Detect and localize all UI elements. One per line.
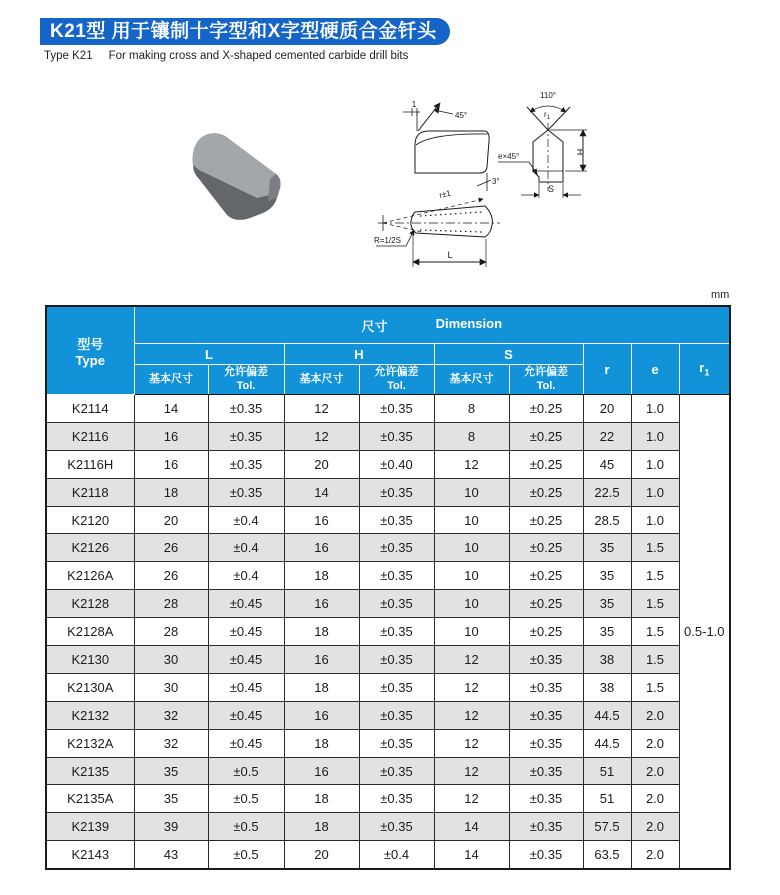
header-col-S: S	[434, 344, 583, 365]
header-col-r1-sub: 1	[704, 367, 710, 378]
cell-S-tol: ±0.25	[509, 618, 583, 646]
table-row	[46, 422, 730, 450]
cell-S-tol: ±0.35	[509, 813, 583, 841]
cell-H: 16	[284, 590, 359, 618]
table-row	[46, 450, 730, 478]
cell-S-tol: ±0.35	[509, 729, 583, 757]
cell-H: 16	[284, 757, 359, 785]
table-row	[46, 395, 730, 423]
tip-radius-base: r	[544, 110, 547, 119]
table-row	[46, 841, 730, 869]
header-H-tol-cn: 允许偏差	[374, 365, 419, 378]
cell-H: 18	[284, 618, 359, 646]
cell-type: K2116	[46, 422, 134, 450]
cell-type: K2128A	[46, 618, 134, 646]
cell-e: 1.5	[631, 534, 679, 562]
table-row	[46, 590, 730, 618]
cell-type: K2135	[46, 757, 134, 785]
cell-r: 22.5	[583, 478, 631, 506]
cell-L: 32	[134, 729, 208, 757]
cell-e: 1.5	[631, 590, 679, 618]
cell-e: 1.0	[631, 450, 679, 478]
cell-H-tol: ±0.35	[359, 729, 434, 757]
cell-H-tol: ±0.35	[359, 534, 434, 562]
front-view-drawing	[498, 91, 587, 198]
cell-H: 16	[284, 646, 359, 674]
cell-H: 16	[284, 506, 359, 534]
cell-L: 26	[134, 534, 208, 562]
page-subtitle	[44, 50, 408, 62]
radius-label: R=1/2S	[374, 236, 401, 245]
header-type	[46, 306, 134, 395]
cell-H: 14	[284, 478, 359, 506]
cell-S: 10	[434, 506, 509, 534]
cell-H: 16	[284, 701, 359, 729]
cell-r: 51	[583, 757, 631, 785]
tip-radius-sub: 1	[546, 115, 551, 121]
header-col-r1	[679, 344, 730, 395]
top-view-drawing	[374, 188, 500, 267]
cell-type: K2126	[46, 534, 134, 562]
chamfer-label: e×45°	[498, 152, 520, 161]
header-L-tol-en: Tol.	[236, 379, 256, 392]
cell-H: 18	[284, 813, 359, 841]
cell-H-tol: ±0.35	[359, 813, 434, 841]
cell-e: 1.0	[631, 478, 679, 506]
cell-L: 16	[134, 422, 208, 450]
cell-S: 8	[434, 395, 509, 423]
cell-H: 18	[284, 673, 359, 701]
cell-H-tol: ±0.35	[359, 422, 434, 450]
cell-S-tol: ±0.25	[509, 562, 583, 590]
cell-e: 1.0	[631, 506, 679, 534]
header-dimension-cn: 尺寸	[361, 318, 388, 334]
width-dim-label: S	[547, 184, 555, 194]
cell-S-tol: ±0.35	[509, 646, 583, 674]
cell-type: K2114	[46, 395, 134, 423]
cell-r: 51	[583, 785, 631, 813]
cell-H: 20	[284, 450, 359, 478]
header-col-r: r	[583, 344, 631, 395]
cell-L: 35	[134, 785, 208, 813]
cell-S: 14	[434, 841, 509, 869]
cell-type: K2116H	[46, 450, 134, 478]
cell-e: 2.0	[631, 785, 679, 813]
cell-L: 14	[134, 395, 208, 423]
cell-L: 35	[134, 757, 208, 785]
cell-e: 1.5	[631, 562, 679, 590]
cell-S-tol: ±0.35	[509, 701, 583, 729]
cell-L-tol: ±0.4	[208, 562, 284, 590]
cell-L: 32	[134, 701, 208, 729]
cell-r: 35	[583, 590, 631, 618]
cell-H: 12	[284, 422, 359, 450]
spec-table	[45, 305, 731, 870]
header-H-tol-en: Tol.	[387, 379, 406, 392]
cell-S: 12	[434, 729, 509, 757]
cell-type: K2126A	[46, 562, 134, 590]
cell-S-tol: ±0.35	[509, 757, 583, 785]
cell-type: K2128	[46, 590, 134, 618]
edge-width-label: 1	[411, 100, 417, 109]
header-L-basic: 基本尺寸	[134, 365, 208, 395]
cell-L: 28	[134, 618, 208, 646]
header-row-lhs	[46, 344, 730, 365]
cell-r: 28.5	[583, 506, 631, 534]
cell-L-tol: ±0.5	[208, 841, 284, 869]
header-col-r1-base: r	[699, 360, 705, 376]
side-view-drawing	[403, 100, 500, 191]
cell-type: K2130A	[46, 673, 134, 701]
cell-H-tol: ±0.35	[359, 673, 434, 701]
cell-H-tol: ±0.4	[359, 841, 434, 869]
cell-type: K2132	[46, 701, 134, 729]
header-S-tol-cn: 允许偏差	[524, 365, 568, 378]
taper-label: r±1	[438, 188, 452, 200]
cell-S-tol: ±0.25	[509, 478, 583, 506]
table-row	[46, 729, 730, 757]
spec-table-wrap	[45, 305, 731, 870]
table-row	[46, 478, 730, 506]
cell-L-tol: ±0.5	[208, 785, 284, 813]
header-row-dimension	[46, 306, 730, 344]
cell-r: 38	[583, 646, 631, 674]
header-L-tol-cn: 允许偏差	[224, 365, 268, 378]
cell-L-tol: ±0.45	[208, 729, 284, 757]
cell-e: 2.0	[631, 701, 679, 729]
table-row	[46, 701, 730, 729]
header-H-basic: 基本尺寸	[284, 365, 359, 395]
cell-r: 57.5	[583, 813, 631, 841]
header-S-tol	[509, 365, 583, 395]
cell-type: K2118	[46, 478, 134, 506]
cell-e: 1.5	[631, 646, 679, 674]
header-S-tol-en: Tol.	[536, 379, 556, 392]
table-row	[46, 673, 730, 701]
cell-L-tol: ±0.5	[208, 813, 284, 841]
cell-L: 28	[134, 590, 208, 618]
cell-e: 1.5	[631, 618, 679, 646]
cell-H: 18	[284, 785, 359, 813]
cell-r: 45	[583, 450, 631, 478]
cell-S: 10	[434, 562, 509, 590]
cell-type: K2130	[46, 646, 134, 674]
cell-H-tol: ±0.35	[359, 562, 434, 590]
cell-S: 12	[434, 701, 509, 729]
cell-L-tol: ±0.45	[208, 646, 284, 674]
cell-L-tol: ±0.45	[208, 618, 284, 646]
cell-type: K2143	[46, 841, 134, 869]
cell-r1-range: 0.5-1.0	[679, 395, 730, 870]
cell-L-tol: ±0.35	[208, 422, 284, 450]
header-S-basic: 基本尺寸	[434, 365, 509, 395]
table-row	[46, 618, 730, 646]
header-type-cn: 型号	[77, 336, 104, 352]
cell-L-tol: ±0.4	[208, 506, 284, 534]
cell-S: 12	[434, 673, 509, 701]
cell-S: 10	[434, 478, 509, 506]
header-L-tol	[208, 365, 284, 395]
cell-H: 18	[284, 729, 359, 757]
subtitle-type: Type K21	[44, 50, 93, 62]
header-dimension	[134, 306, 730, 344]
header-H-tol	[359, 365, 434, 395]
cell-L: 39	[134, 813, 208, 841]
cell-r: 22	[583, 422, 631, 450]
cell-H-tol: ±0.35	[359, 701, 434, 729]
cell-r: 44.5	[583, 701, 631, 729]
header-col-e: e	[631, 344, 679, 395]
unit-label: mm	[711, 289, 730, 301]
cell-r: 35	[583, 534, 631, 562]
cell-L-tol: ±0.35	[208, 450, 284, 478]
cell-S-tol: ±0.25	[509, 395, 583, 423]
cell-H-tol: ±0.35	[359, 395, 434, 423]
spec-table-body	[46, 395, 730, 870]
cell-r: 44.5	[583, 729, 631, 757]
cell-type: K2120	[46, 506, 134, 534]
cell-S-tol: ±0.35	[509, 785, 583, 813]
cell-type: K2139	[46, 813, 134, 841]
table-row	[46, 562, 730, 590]
bevel-angle-label: 45°	[455, 111, 468, 120]
cell-L-tol: ±0.4	[208, 534, 284, 562]
cell-L-tol: ±0.35	[208, 478, 284, 506]
cell-type: K2135A	[46, 785, 134, 813]
cell-r: 38	[583, 673, 631, 701]
cell-H-tol: ±0.35	[359, 785, 434, 813]
table-row	[46, 757, 730, 785]
table-row	[46, 534, 730, 562]
tip-radius-label	[544, 110, 551, 121]
cell-S: 12	[434, 785, 509, 813]
cell-r: 35	[583, 618, 631, 646]
cell-L: 30	[134, 646, 208, 674]
header-type-en: Type	[75, 352, 105, 368]
cell-L: 18	[134, 478, 208, 506]
cell-S-tol: ±0.25	[509, 590, 583, 618]
cell-L-tol: ±0.35	[208, 395, 284, 423]
cell-L-tol: ±0.45	[208, 673, 284, 701]
cell-H-tol: ±0.40	[359, 450, 434, 478]
table-row	[46, 813, 730, 841]
cell-e: 1.0	[631, 422, 679, 450]
cell-S: 8	[434, 422, 509, 450]
insert-photo	[180, 118, 290, 233]
cell-H-tol: ±0.35	[359, 757, 434, 785]
page-title: K21型 用于镶制十字型和X字型硬质合金钎头	[40, 18, 450, 45]
header-col-H: H	[284, 344, 434, 365]
cell-H-tol: ±0.35	[359, 646, 434, 674]
header-dimension-en: Dimension	[435, 315, 503, 331]
cell-H: 20	[284, 841, 359, 869]
cell-S-tol: ±0.25	[509, 422, 583, 450]
cell-S: 10	[434, 590, 509, 618]
cell-type: K2132A	[46, 729, 134, 757]
cell-H: 12	[284, 395, 359, 423]
spec-table-head	[46, 306, 730, 395]
cell-S: 10	[434, 534, 509, 562]
cell-S-tol: ±0.35	[509, 673, 583, 701]
cell-L: 16	[134, 450, 208, 478]
cell-e: 2.0	[631, 757, 679, 785]
cell-L: 30	[134, 673, 208, 701]
header-col-L: L	[134, 344, 284, 365]
height-dim-label: H	[575, 148, 585, 156]
cell-H-tol: ±0.35	[359, 618, 434, 646]
cell-H-tol: ±0.35	[359, 506, 434, 534]
cell-H-tol: ±0.35	[359, 590, 434, 618]
cell-S: 12	[434, 757, 509, 785]
cell-L-tol: ±0.45	[208, 590, 284, 618]
cell-L-tol: ±0.45	[208, 701, 284, 729]
clearance-angle-label: 3°	[492, 177, 500, 186]
length-dim-label: L	[447, 250, 453, 260]
cell-r: 63.5	[583, 841, 631, 869]
tip-angle-label: 110°	[540, 91, 556, 100]
cell-S: 10	[434, 618, 509, 646]
cell-S-tol: ±0.25	[509, 450, 583, 478]
cell-H: 18	[284, 562, 359, 590]
table-row	[46, 646, 730, 674]
cell-L: 26	[134, 562, 208, 590]
cell-S: 12	[434, 450, 509, 478]
cell-e: 2.0	[631, 729, 679, 757]
cell-H-tol: ±0.35	[359, 478, 434, 506]
cell-e: 2.0	[631, 813, 679, 841]
subtitle-description: For making cross and X-shaped cemented carbide drill bits	[108, 50, 409, 62]
cell-r: 20	[583, 395, 631, 423]
cell-H: 16	[284, 534, 359, 562]
cell-S-tol: ±0.25	[509, 534, 583, 562]
table-row	[46, 785, 730, 813]
cell-S: 12	[434, 646, 509, 674]
technical-drawings	[360, 85, 640, 280]
cell-e: 2.0	[631, 841, 679, 869]
cell-e: 1.5	[631, 673, 679, 701]
cell-S-tol: ±0.35	[509, 841, 583, 869]
cell-L: 20	[134, 506, 208, 534]
cell-L: 43	[134, 841, 208, 869]
table-row	[46, 506, 730, 534]
cell-r: 35	[583, 562, 631, 590]
cell-S: 14	[434, 813, 509, 841]
cell-S-tol: ±0.25	[509, 506, 583, 534]
cell-e: 1.0	[631, 395, 679, 423]
cell-L-tol: ±0.5	[208, 757, 284, 785]
